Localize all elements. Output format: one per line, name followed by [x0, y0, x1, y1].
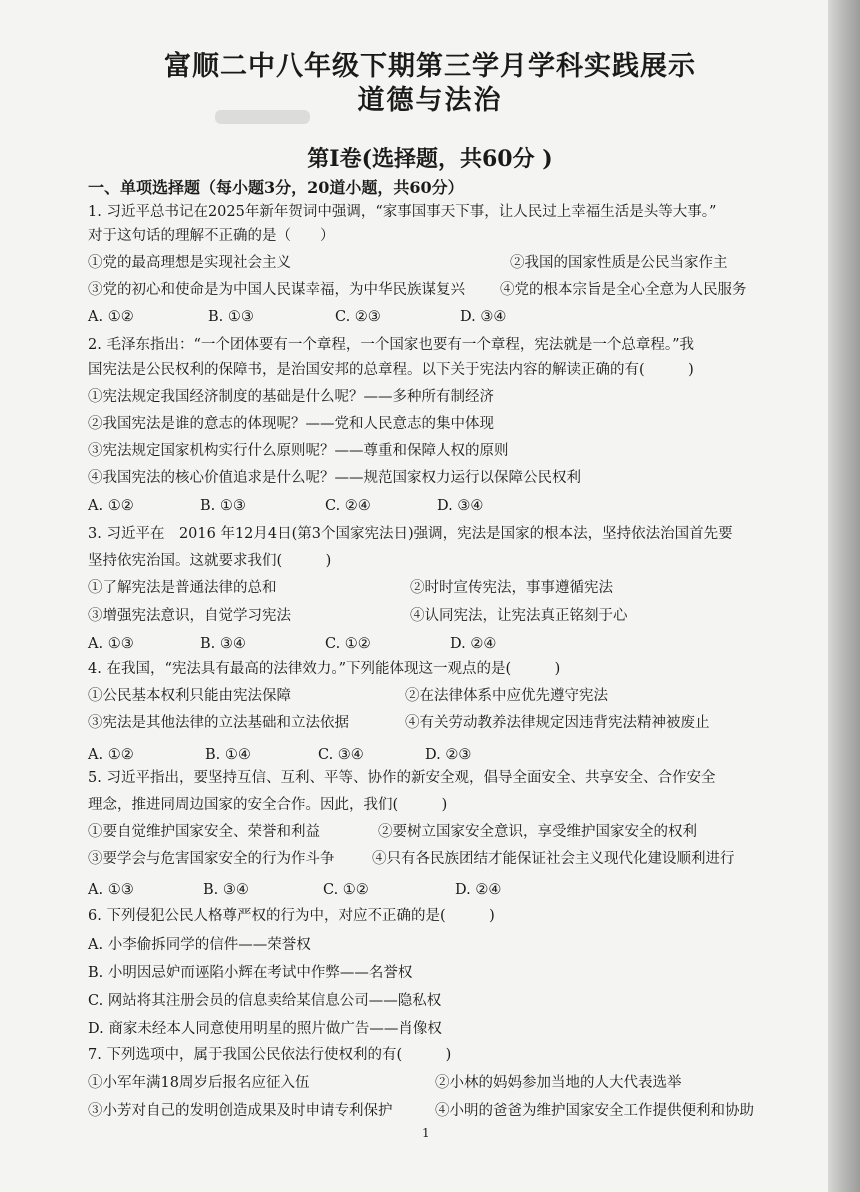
question-stem: 4. 在我国，“宪法具有最高的法律效力。”下列能体现这一观点的是( ) — [88, 661, 561, 677]
answer-option: C. ②③ — [335, 309, 381, 325]
statement-item: ③宪法是其他法律的立法基础和立法依据 — [88, 715, 349, 731]
question-stem: 坚持依宪治国。这就要求我们( ) — [88, 553, 332, 569]
answer-option: B. ③④ — [203, 882, 249, 898]
statement-item: ①公民基本权利只能由宪法保障 — [88, 688, 291, 704]
statement-item: ①党的最高理想是实现社会主义 — [88, 255, 291, 271]
question-stem: 对于这句话的理解不正确的是（ ） — [88, 228, 335, 244]
statement-item: ②我国的国家性质是公民当家作主 — [510, 255, 728, 271]
answer-option: D. ②④ — [450, 636, 497, 652]
statement-item: ②要树立国家安全意识，享受维护国家安全的权利 — [378, 824, 697, 840]
answer-option: D. ③④ — [437, 498, 484, 514]
answer-option: A. ①③ — [88, 882, 134, 898]
answer-option: C. ③④ — [318, 747, 364, 763]
paper-edge-shadow — [828, 0, 860, 1192]
statement-item: ①要自觉维护国家安全、荣誉和利益 — [88, 824, 320, 840]
statement-item: ③要学会与危害国家安全的行为作斗争 — [88, 851, 335, 867]
statement-item: ②我国宪法是谁的意志的体现呢？——党和人民意志的集中体现 — [88, 416, 494, 432]
answer-option: C. ①② — [325, 636, 371, 652]
answer-option: A. ①② — [88, 498, 134, 514]
question-stem: 理念，推进同周边国家的安全合作。因此，我们( ) — [88, 797, 448, 813]
statement-item: ④我国宪法的核心价值追求是什么呢？——规范国家权力运行以保障公民权利 — [88, 470, 581, 486]
answer-option: B. ①③ — [200, 498, 246, 514]
statement-item: ④认同宪法，让宪法真正铭刻于心 — [410, 608, 628, 624]
statement-item: ①了解宪法是普通法律的总和 — [88, 580, 277, 596]
statement-item: ②在法律体系中应优先遵守宪法 — [405, 688, 608, 704]
statement-item: ③党的初心和使命是为中国人民谋幸福，为中华民族谋复兴 — [88, 282, 465, 298]
answer-option: C. ②④ — [325, 498, 371, 514]
question-stem: 国宪法是公民权利的保障书，是治国安邦的总章程。以下关于宪法内容的解读正确的有( ) — [88, 362, 694, 378]
answer-option: D. ②③ — [425, 747, 472, 763]
statement-item: ①宪法规定我国经济制度的基础是什么呢？——多种所有制经济 — [88, 389, 494, 405]
answer-choice: A. 小李偷拆同学的信件——荣誉权 — [88, 937, 311, 953]
answer-choice: D. 商家未经本人同意使用明星的照片做广告——肖像权 — [88, 1021, 442, 1037]
answer-choice: B. 小明因忌妒而诬陷小辉在考试中作弊——名誉权 — [88, 965, 413, 981]
question-stem: 5. 习近平指出，要坚持互信、互利、平等、协作的新安全观，倡导全面安全、共享安全、合作安全 — [88, 770, 716, 786]
question-stem: 7. 下列选项中，属于我国公民依法行使权利的有( ) — [88, 1047, 452, 1063]
answer-option: A. ①② — [88, 309, 134, 325]
statement-item: ②小林的妈妈参加当地的人大代表选举 — [435, 1075, 682, 1091]
answer-option: A. ①② — [88, 747, 134, 763]
question-stem: 2. 毛泽东指出：“一个团体要有一个章程，一个国家也要有一个章程，宪法就是一个总章程。”我 — [88, 337, 695, 353]
answer-option: B. ①③ — [208, 309, 254, 325]
answer-option: C. ①② — [323, 882, 369, 898]
statement-item: ②时时宣传宪法，事事遵循宪法 — [410, 580, 613, 596]
statement-item: ③增强宪法意识，自觉学习宪法 — [88, 608, 291, 624]
redacted-smudge — [215, 110, 310, 124]
statement-item: ④只有各民族团结才能保证社会主义现代化建设顺利进行 — [372, 851, 735, 867]
statement-item: ④党的根本宗旨是全心全意为人民服务 — [500, 282, 747, 298]
answer-option: A. ①③ — [88, 636, 134, 652]
page-number: 1 — [422, 1126, 430, 1140]
exam-title: 富顺二中八年级下期第三学月学科实践展示 — [164, 51, 696, 82]
statement-item: ①小军年满18周岁后报名应征入伍 — [88, 1075, 310, 1091]
question-stem: 6. 下列侵犯公民人格尊严权的行为中，对应不正确的是( ) — [88, 908, 495, 924]
answer-option: B. ③④ — [200, 636, 246, 652]
question-stem: 3. 习近平在 2016 年12月4日(第3个国家宪法日)强调，宪法是国家的根本法，坚持依法治国首先要 — [88, 526, 733, 542]
part-title: 一、单项选择题（每小题3分，20道小题，共60分） — [88, 178, 464, 197]
statement-item: ③小芳对自己的发明创造成果及时申请专利保护 — [88, 1103, 393, 1119]
section-title: 第I卷(选择题，共60分 ) — [307, 146, 553, 172]
exam-subject: 道德与法治 — [357, 85, 503, 116]
statement-item: ③宪法规定国家机构实行什么原则呢？——尊重和保障人权的原则 — [88, 443, 509, 459]
question-stem: 1. 习近平总书记在2025年新年贺词中强调，“家事国事天下事，让人民过上幸福生活是头等大事。” — [88, 204, 717, 220]
answer-option: B. ①④ — [205, 747, 251, 763]
answer-option: D. ②④ — [455, 882, 502, 898]
statement-item: ④小明的爸爸为维护国家安全工作提供便利和协助 — [435, 1103, 754, 1119]
answer-option: D. ③④ — [460, 309, 507, 325]
answer-choice: C. 网站将其注册会员的信息卖给某信息公司——隐私权 — [88, 993, 442, 1009]
statement-item: ④有关劳动教养法律规定因违背宪法精神被废止 — [405, 715, 710, 731]
